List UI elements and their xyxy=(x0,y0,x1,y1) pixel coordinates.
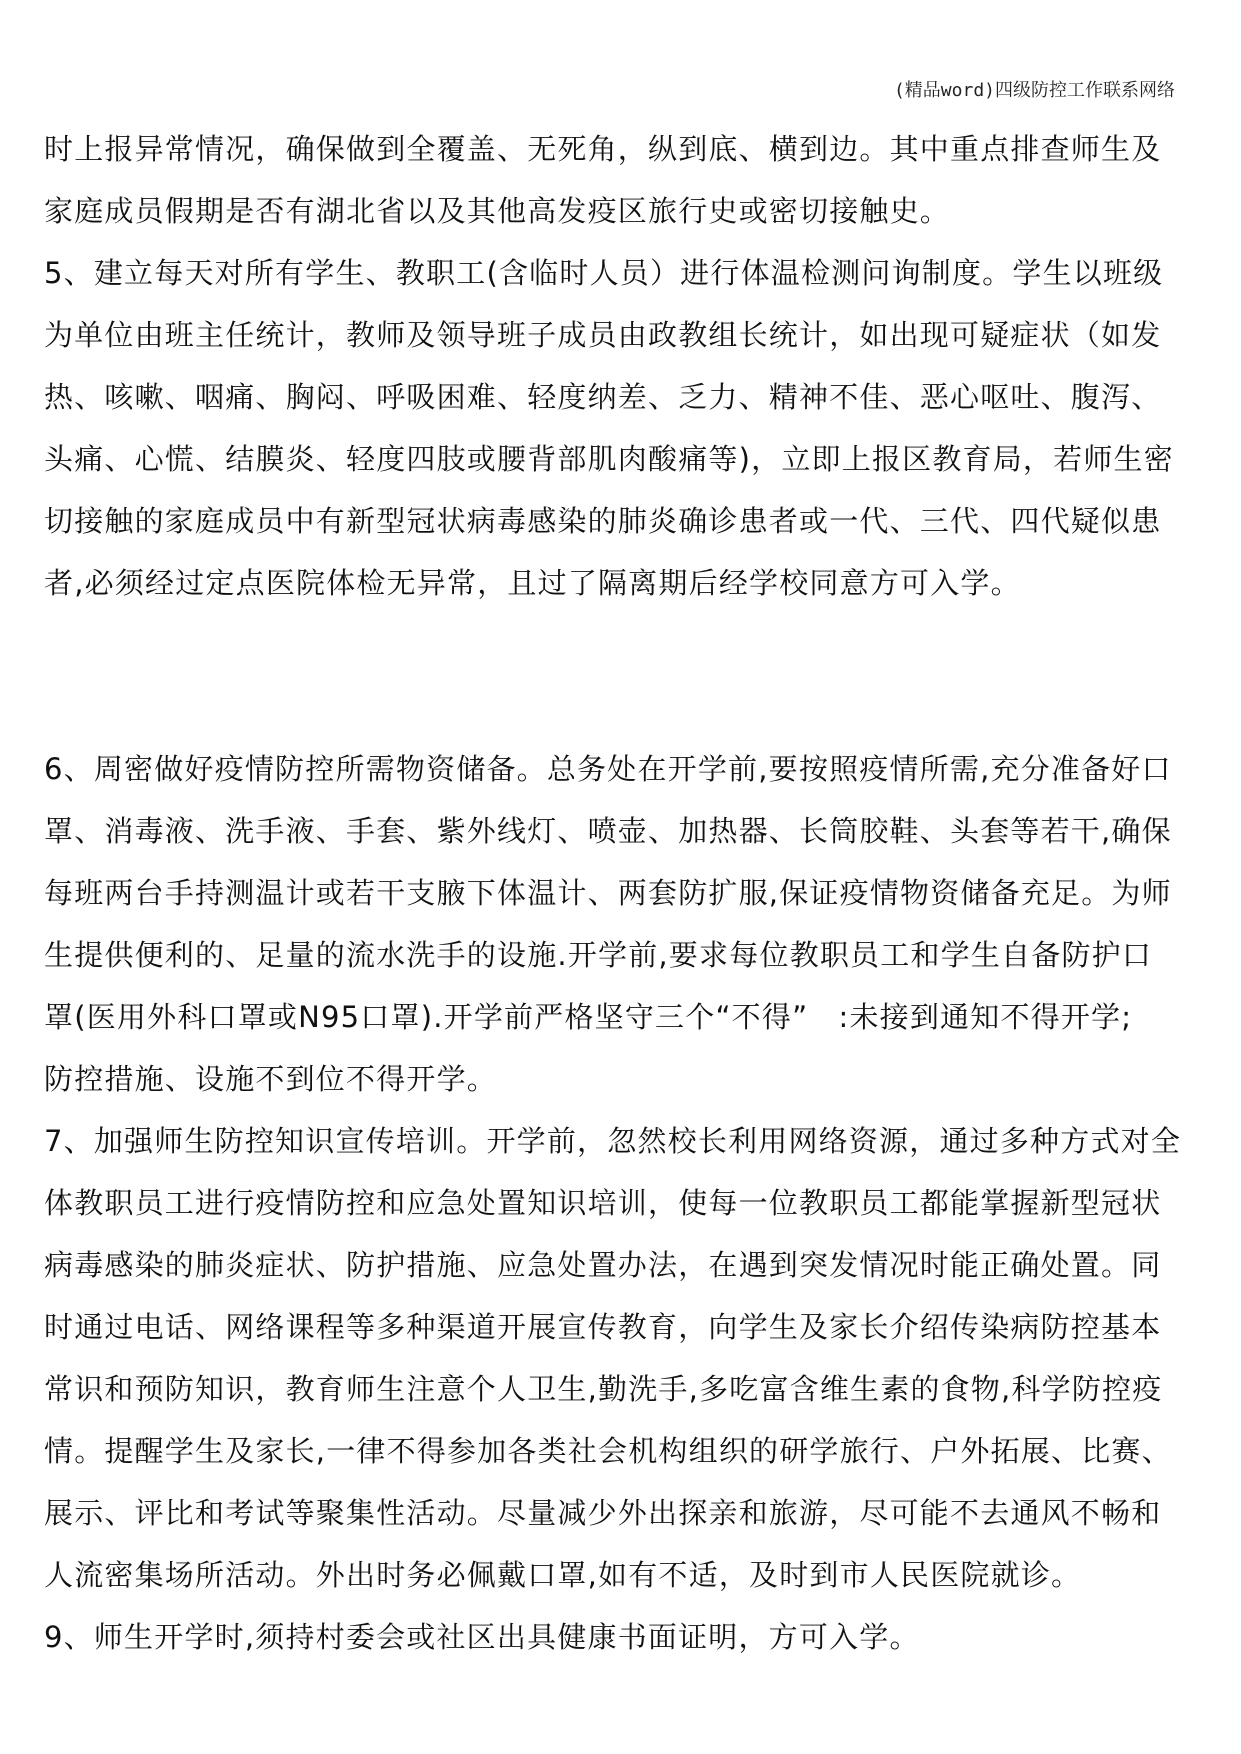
text-line: 生提供便利的、足量的流水洗手的设施.开学前,要求每位教职员工和学生自备防护口 xyxy=(44,938,1153,972)
paragraph-item-6 xyxy=(44,738,1214,1110)
text-line: 6、周密做好疫情防控所需物资储备。总务处在开学前,要按照疫情所需,充分准备好口 xyxy=(44,752,1172,786)
text-line: 每班两台手持测温计或若干支腋下体温计、两套防扩服,保证疫情物资储备充足。为师 xyxy=(44,876,1172,910)
text-line: 7、加强师生防控知识宣传培训。开学前，忽然校长利用网络资源，通过多种方式对全 xyxy=(44,1124,1182,1158)
text-line: 头痛、心慌、结膜炎、轻度四肢或腰背部肌肉酸痛等)，立即上报区教育局，若师生密 xyxy=(44,442,1174,476)
text-line: 防控措施、设施不到位不得开学。 xyxy=(44,1062,498,1096)
text-line: 者,必须经过定点医院体检无异常，且过了隔离期后经学校同意方可入学。 xyxy=(44,566,1021,600)
text-line: 体教职员工进行疫情防控和应急处置知识培训，使每一位教职员工都能掌握新型冠状 xyxy=(44,1186,1162,1220)
paragraph-screening xyxy=(44,118,1214,242)
text-line: 家庭成员假期是否有湖北省以及其他高发疫区旅行史或密切接触史。 xyxy=(44,194,951,228)
text-line: 时通过电话、网络课程等多种渠道开展宣传教育，向学生及家长介绍传染病防控基本 xyxy=(44,1310,1162,1344)
text-line: 时上报异常情况，确保做到全覆盖、无死角，纵到底、横到边。其中重点排查师生及 xyxy=(44,132,1162,166)
text-line: 5、建立每天对所有学生、教职工(含临时人员）进行体温检测问询制度。学生以班级 xyxy=(44,256,1164,290)
text-line: 罩(医用外科口罩或N95口罩).开学前严格坚守三个“不得” :未接到通知不得开学; xyxy=(44,1000,1133,1034)
paragraph-item-9 xyxy=(44,1606,1214,1668)
text-line: 情。提醒学生及家长,一律不得参加各类社会机构组织的研学旅行、户外拓展、比赛、 xyxy=(44,1434,1172,1468)
document-body xyxy=(44,118,1214,1668)
text-line: 展示、评比和考试等聚集性活动。尽量减少外出探亲和旅游，尽可能不去通风不畅和 xyxy=(44,1496,1162,1530)
text-line: 病毒感染的肺炎症状、防护措施、应急处置办法，在遇到突发情况时能正确处置。同 xyxy=(44,1248,1162,1282)
page-header: (精品word)四级防控工作联系网络 xyxy=(893,80,1175,101)
text-line: 9、师生开学时,须持村委会或社区出具健康书面证明，方可入学。 xyxy=(44,1620,920,1654)
text-line: 为单位由班主任统计，教师及领导班子成员由政教组长统计，如出现可疑症状（如发 xyxy=(44,318,1162,352)
text-line: 罩、消毒液、洗手液、手套、紫外线灯、喷壶、加热器、长筒胶鞋、头套等若干,确保 xyxy=(44,814,1172,848)
text-line: 人流密集场所活动。外出时务必佩戴口罩,如有不适，及时到市人民医院就诊。 xyxy=(44,1558,1082,1592)
text-line: 切接触的家庭成员中有新型冠状病毒感染的肺炎确诊患者或一代、三代、四代疑似患 xyxy=(44,504,1162,538)
text-line: 常识和预防知识，教育师生注意个人卫生,勤洗手,多吃富含维生素的食物,科学防控疫 xyxy=(44,1372,1163,1406)
text-line: 热、咳嗽、咽痛、胸闷、呼吸困难、轻度纳差、乏力、精神不佳、恶心呕吐、腹泻、 xyxy=(44,380,1162,414)
paragraph-item-5 xyxy=(44,242,1214,614)
paragraph-item-7 xyxy=(44,1110,1214,1606)
